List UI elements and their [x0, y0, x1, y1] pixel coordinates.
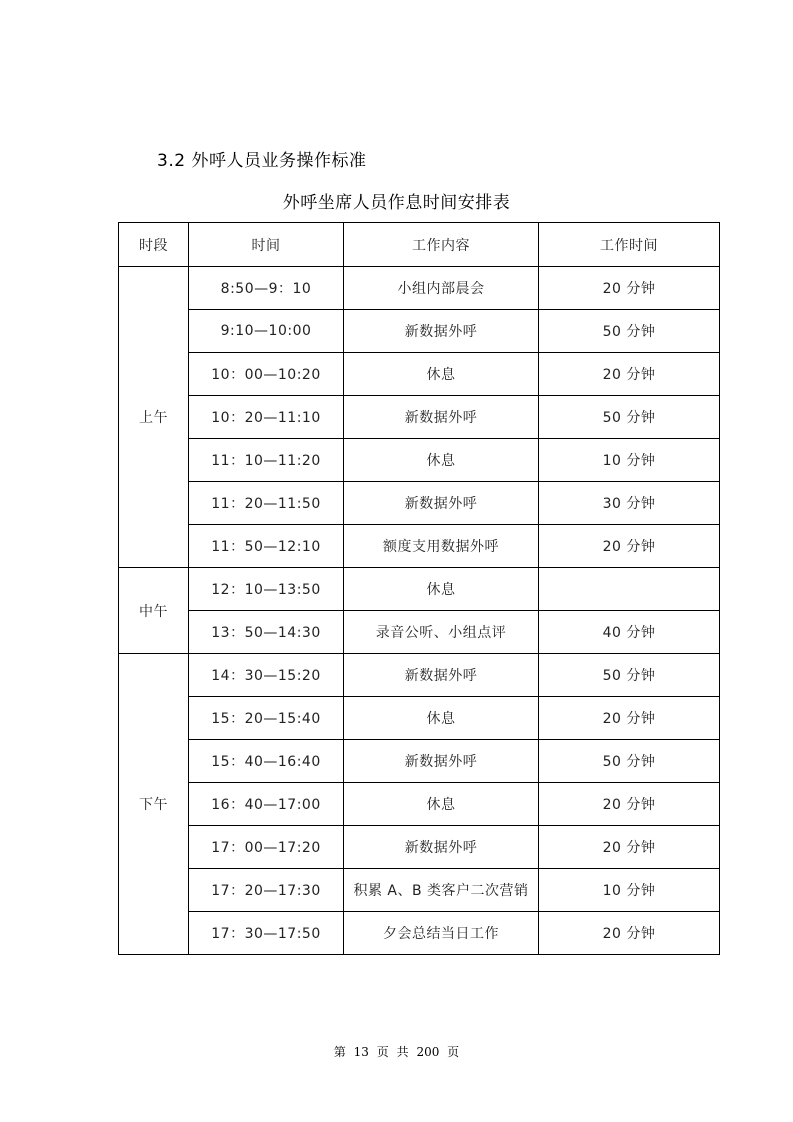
duration-cell: 50 分钟 [539, 740, 720, 783]
time-cell: 12：10—13:50 [189, 568, 344, 611]
content-cell: 额度支用数据外呼 [344, 525, 539, 568]
table-row [119, 912, 720, 955]
table-row [119, 611, 720, 654]
table-row [119, 697, 720, 740]
duration-cell: 20 分钟 [539, 353, 720, 396]
time-cell: 10：20—11:10 [189, 396, 344, 439]
period-cell: 下午 [119, 654, 189, 955]
content-cell: 小组内部晨会 [344, 267, 539, 310]
footer-total-label: 共 [396, 1045, 409, 1059]
duration-cell: 20 分钟 [539, 697, 720, 740]
table-row [119, 310, 720, 353]
content-cell: 新数据外呼 [344, 482, 539, 525]
content-cell: 休息 [344, 783, 539, 826]
footer-page-number: 13 [353, 1045, 369, 1059]
time-cell: 11：10—11:20 [189, 439, 344, 482]
duration-cell: 50 分钟 [539, 654, 720, 697]
time-cell: 17：20—17:30 [189, 869, 344, 912]
time-cell: 17：00—17:20 [189, 826, 344, 869]
time-cell: 11：50—12:10 [189, 525, 344, 568]
duration-cell: 20 分钟 [539, 826, 720, 869]
page-footer [0, 1043, 793, 1060]
schedule-table [118, 222, 720, 955]
table-row [119, 525, 720, 568]
duration-cell: 50 分钟 [539, 396, 720, 439]
content-cell: 积累 A、B 类客户二次营销 [344, 869, 539, 912]
duration-cell: 10 分钟 [539, 439, 720, 482]
time-cell: 8:50—9：10 [189, 267, 344, 310]
time-cell: 11：20—11:50 [189, 482, 344, 525]
section-heading: 3.2 外呼人员业务操作标准 [157, 151, 367, 171]
time-cell: 10：00—10:20 [189, 353, 344, 396]
content-cell: 休息 [344, 568, 539, 611]
content-cell: 休息 [344, 353, 539, 396]
table-header-row [119, 223, 720, 267]
table-row [119, 783, 720, 826]
table-row [119, 267, 720, 310]
table-row [119, 869, 720, 912]
table-row [119, 654, 720, 697]
time-cell: 13：50—14:30 [189, 611, 344, 654]
table-row [119, 439, 720, 482]
table-row [119, 396, 720, 439]
duration-cell: 40 分钟 [539, 611, 720, 654]
duration-cell: 20 分钟 [539, 783, 720, 826]
header-content: 工作内容 [344, 223, 539, 267]
content-cell: 休息 [344, 439, 539, 482]
table-title: 外呼坐席人员作息时间安排表 [282, 193, 511, 213]
footer-total-pages: 200 [416, 1045, 440, 1059]
content-cell: 新数据外呼 [344, 826, 539, 869]
duration-cell [539, 568, 720, 611]
duration-cell: 10 分钟 [539, 869, 720, 912]
table-row [119, 740, 720, 783]
header-duration: 工作时间 [539, 223, 720, 267]
duration-cell: 20 分钟 [539, 267, 720, 310]
time-cell: 14：30—15:20 [189, 654, 344, 697]
header-period: 时段 [119, 223, 189, 267]
footer-page-unit: 页 [376, 1045, 389, 1059]
period-cell: 上午 [119, 267, 189, 568]
content-cell: 新数据外呼 [344, 396, 539, 439]
time-cell: 17：30—17:50 [189, 912, 344, 955]
footer-prefix: 第 [333, 1045, 346, 1059]
duration-cell: 20 分钟 [539, 912, 720, 955]
duration-cell: 30 分钟 [539, 482, 720, 525]
content-cell: 休息 [344, 697, 539, 740]
content-cell: 新数据外呼 [344, 740, 539, 783]
duration-cell: 20 分钟 [539, 525, 720, 568]
time-cell: 16：40—17:00 [189, 783, 344, 826]
time-cell: 9:10—10:00 [189, 310, 344, 353]
table-row [119, 482, 720, 525]
table-row [119, 353, 720, 396]
content-cell: 新数据外呼 [344, 310, 539, 353]
table-row [119, 826, 720, 869]
duration-cell: 50 分钟 [539, 310, 720, 353]
time-cell: 15：20—15:40 [189, 697, 344, 740]
table-row [119, 568, 720, 611]
period-cell: 中午 [119, 568, 189, 654]
content-cell: 录音公听、小组点评 [344, 611, 539, 654]
content-cell: 夕会总结当日工作 [344, 912, 539, 955]
footer-total-unit: 页 [447, 1045, 460, 1059]
header-time: 时间 [189, 223, 344, 267]
content-cell: 新数据外呼 [344, 654, 539, 697]
time-cell: 15：40—16:40 [189, 740, 344, 783]
